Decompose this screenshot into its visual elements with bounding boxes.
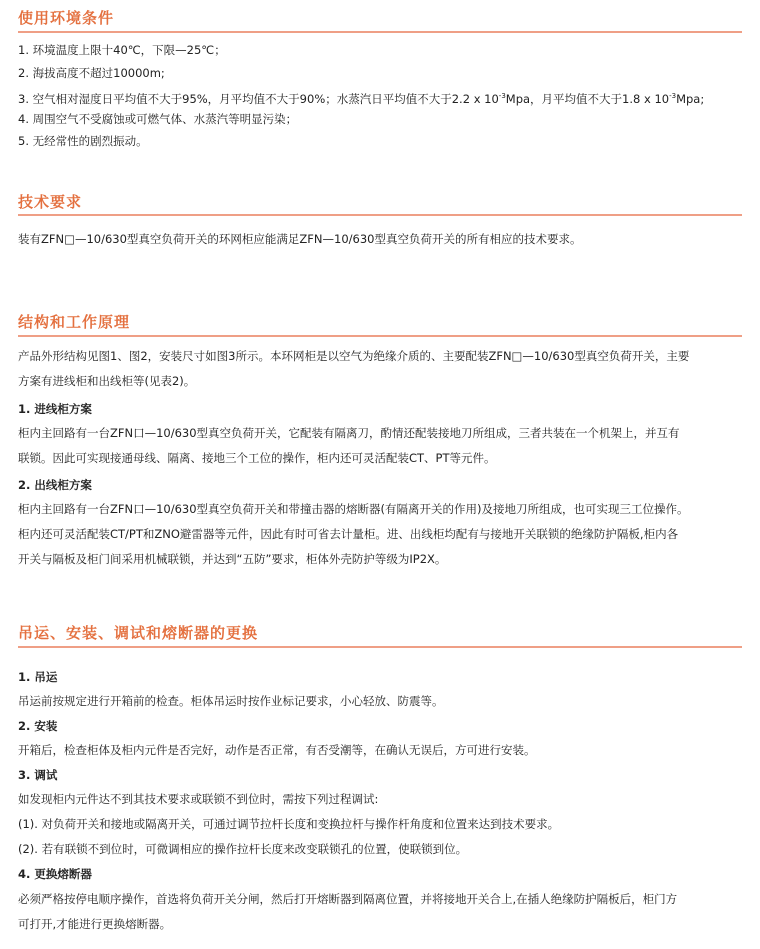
env-item-5: 5. 无经常性的剧烈振动。 bbox=[18, 134, 148, 148]
env-item-3-end: Mpa; bbox=[676, 91, 705, 106]
install-s2-title: 2. 安装 bbox=[18, 719, 58, 733]
section-rule-structure bbox=[18, 335, 742, 337]
structure-sub2-line-1: 柜内主回路有一台ZFN口—10/630型真空负荷开关和带撞击器的熔断器(有隔离开关的作用)及接地刀所组成，也可实现三工位操作。 bbox=[18, 502, 689, 516]
install-s3-text: 如发现柜内元件达不到其技术要求或联锁不到位时，需按下列过程调试: bbox=[18, 792, 379, 806]
env-item-3-sup2: -3 bbox=[669, 92, 677, 100]
install-s3-item-2: (2). 若有联锁不到位时，可微调相应的操作拉杆长度来改变联锁孔的位置，使联锁到位。 bbox=[18, 842, 468, 856]
env-item-1: 1. 环境温度上限十40℃，下限—25℃； bbox=[18, 43, 226, 57]
structure-sub1-line-1: 柜内主回路有一台ZFN口—10/630型真空负荷开关，它配装有隔离刀，酌情还配装接地刀所组成，三者共装在一个机架上，并互有 bbox=[18, 426, 680, 440]
install-s4-line-1: 必须严格按停电顺序操作，首选将负荷开关分闸，然后打开熔断器到隔离位置，并将接地开关合上,在插人绝缘防护隔板后，柜门方 bbox=[18, 892, 678, 906]
section-rule-install bbox=[18, 646, 742, 648]
env-item-4: 4. 周围空气不受腐蚀或可燃气体、水蒸汽等明显污染； bbox=[18, 112, 298, 126]
section-rule-tech bbox=[18, 214, 742, 216]
structure-sub1-title: 1. 进线柜方案 bbox=[18, 402, 92, 416]
section-title-tech: 技术要求 bbox=[18, 193, 83, 211]
section-rule-env bbox=[18, 31, 742, 33]
env-item-2: 2. 海拔高度不超过10000m; bbox=[18, 66, 165, 80]
structure-intro-2: 方案有进线柜和出线柜等(见表2)。 bbox=[18, 374, 196, 388]
env-item-3 bbox=[18, 89, 748, 106]
install-s1-text: 吊运前按规定进行开箱前的检查。柜体吊运时按作业标记要求，小心轻放、防震等。 bbox=[18, 694, 444, 708]
env-item-3-sup1: -3 bbox=[498, 92, 506, 100]
structure-sub2-line-3: 开关与隔板及柜门间采用机械联锁，并达到“五防”要求，柜体外壳防护等级为IP2X。 bbox=[18, 552, 447, 566]
install-s4-title: 4. 更换熔断器 bbox=[18, 867, 92, 881]
install-s3-item-1: (1). 对负荷开关和接地或隔离开关，可通过调节拉杆长度和变换拉杆与操作杆角度和位置来达到技术要求。 bbox=[18, 817, 560, 831]
section-title-env: 使用环境条件 bbox=[18, 9, 115, 27]
structure-sub1-line-2: 联锁。因此可实现接通母线、隔离、接地三个工位的操作，柜内还可灵活配装CT、PT等元件。 bbox=[18, 451, 496, 465]
structure-intro-1: 产品外形结构见图1、图2，安装尺寸如图3所示。本环网柜是以空气为绝缘介质的、主要配装ZFN□—10/630型真空负荷开关，主要 bbox=[18, 349, 690, 363]
structure-sub2-line-2: 柜内还可灵活配装CT/PT和ZNO避雷器等元件，因此有时可省去计量柜。进、出线柜均配有与接地开关联锁的绝缘防护隔板,柜内各 bbox=[18, 527, 679, 541]
install-s2-text: 开箱后，检查柜体及柜内元件是否完好，动作是否正常，有否受潮等，在确认无误后，方可进行安装。 bbox=[18, 743, 536, 757]
structure-sub2-title: 2. 出线柜方案 bbox=[18, 478, 92, 492]
install-s3-title: 3. 调试 bbox=[18, 768, 58, 782]
install-s1-title: 1. 吊运 bbox=[18, 670, 58, 684]
env-item-3-mid: Mpa，月平均值不大于1.8 x 10 bbox=[505, 91, 670, 106]
tech-text: 装有ZFN□—10/630型真空负荷开关的环网柜应能满足ZFN—10/630型真空负荷开关的所有相应的技术要求。 bbox=[18, 232, 582, 246]
section-title-install: 吊运、安装、调试和熔断器的更换 bbox=[18, 624, 259, 642]
install-s4-line-2: 可打开,才能进行更换熔断器。 bbox=[18, 917, 172, 931]
env-item-3-text: 3. 空气相对湿度日平均值不大于95%，月平均值不大于90%；水蒸汽日平均值不大于2.2 x 10 bbox=[18, 91, 499, 106]
section-title-structure: 结构和工作原理 bbox=[18, 313, 131, 331]
